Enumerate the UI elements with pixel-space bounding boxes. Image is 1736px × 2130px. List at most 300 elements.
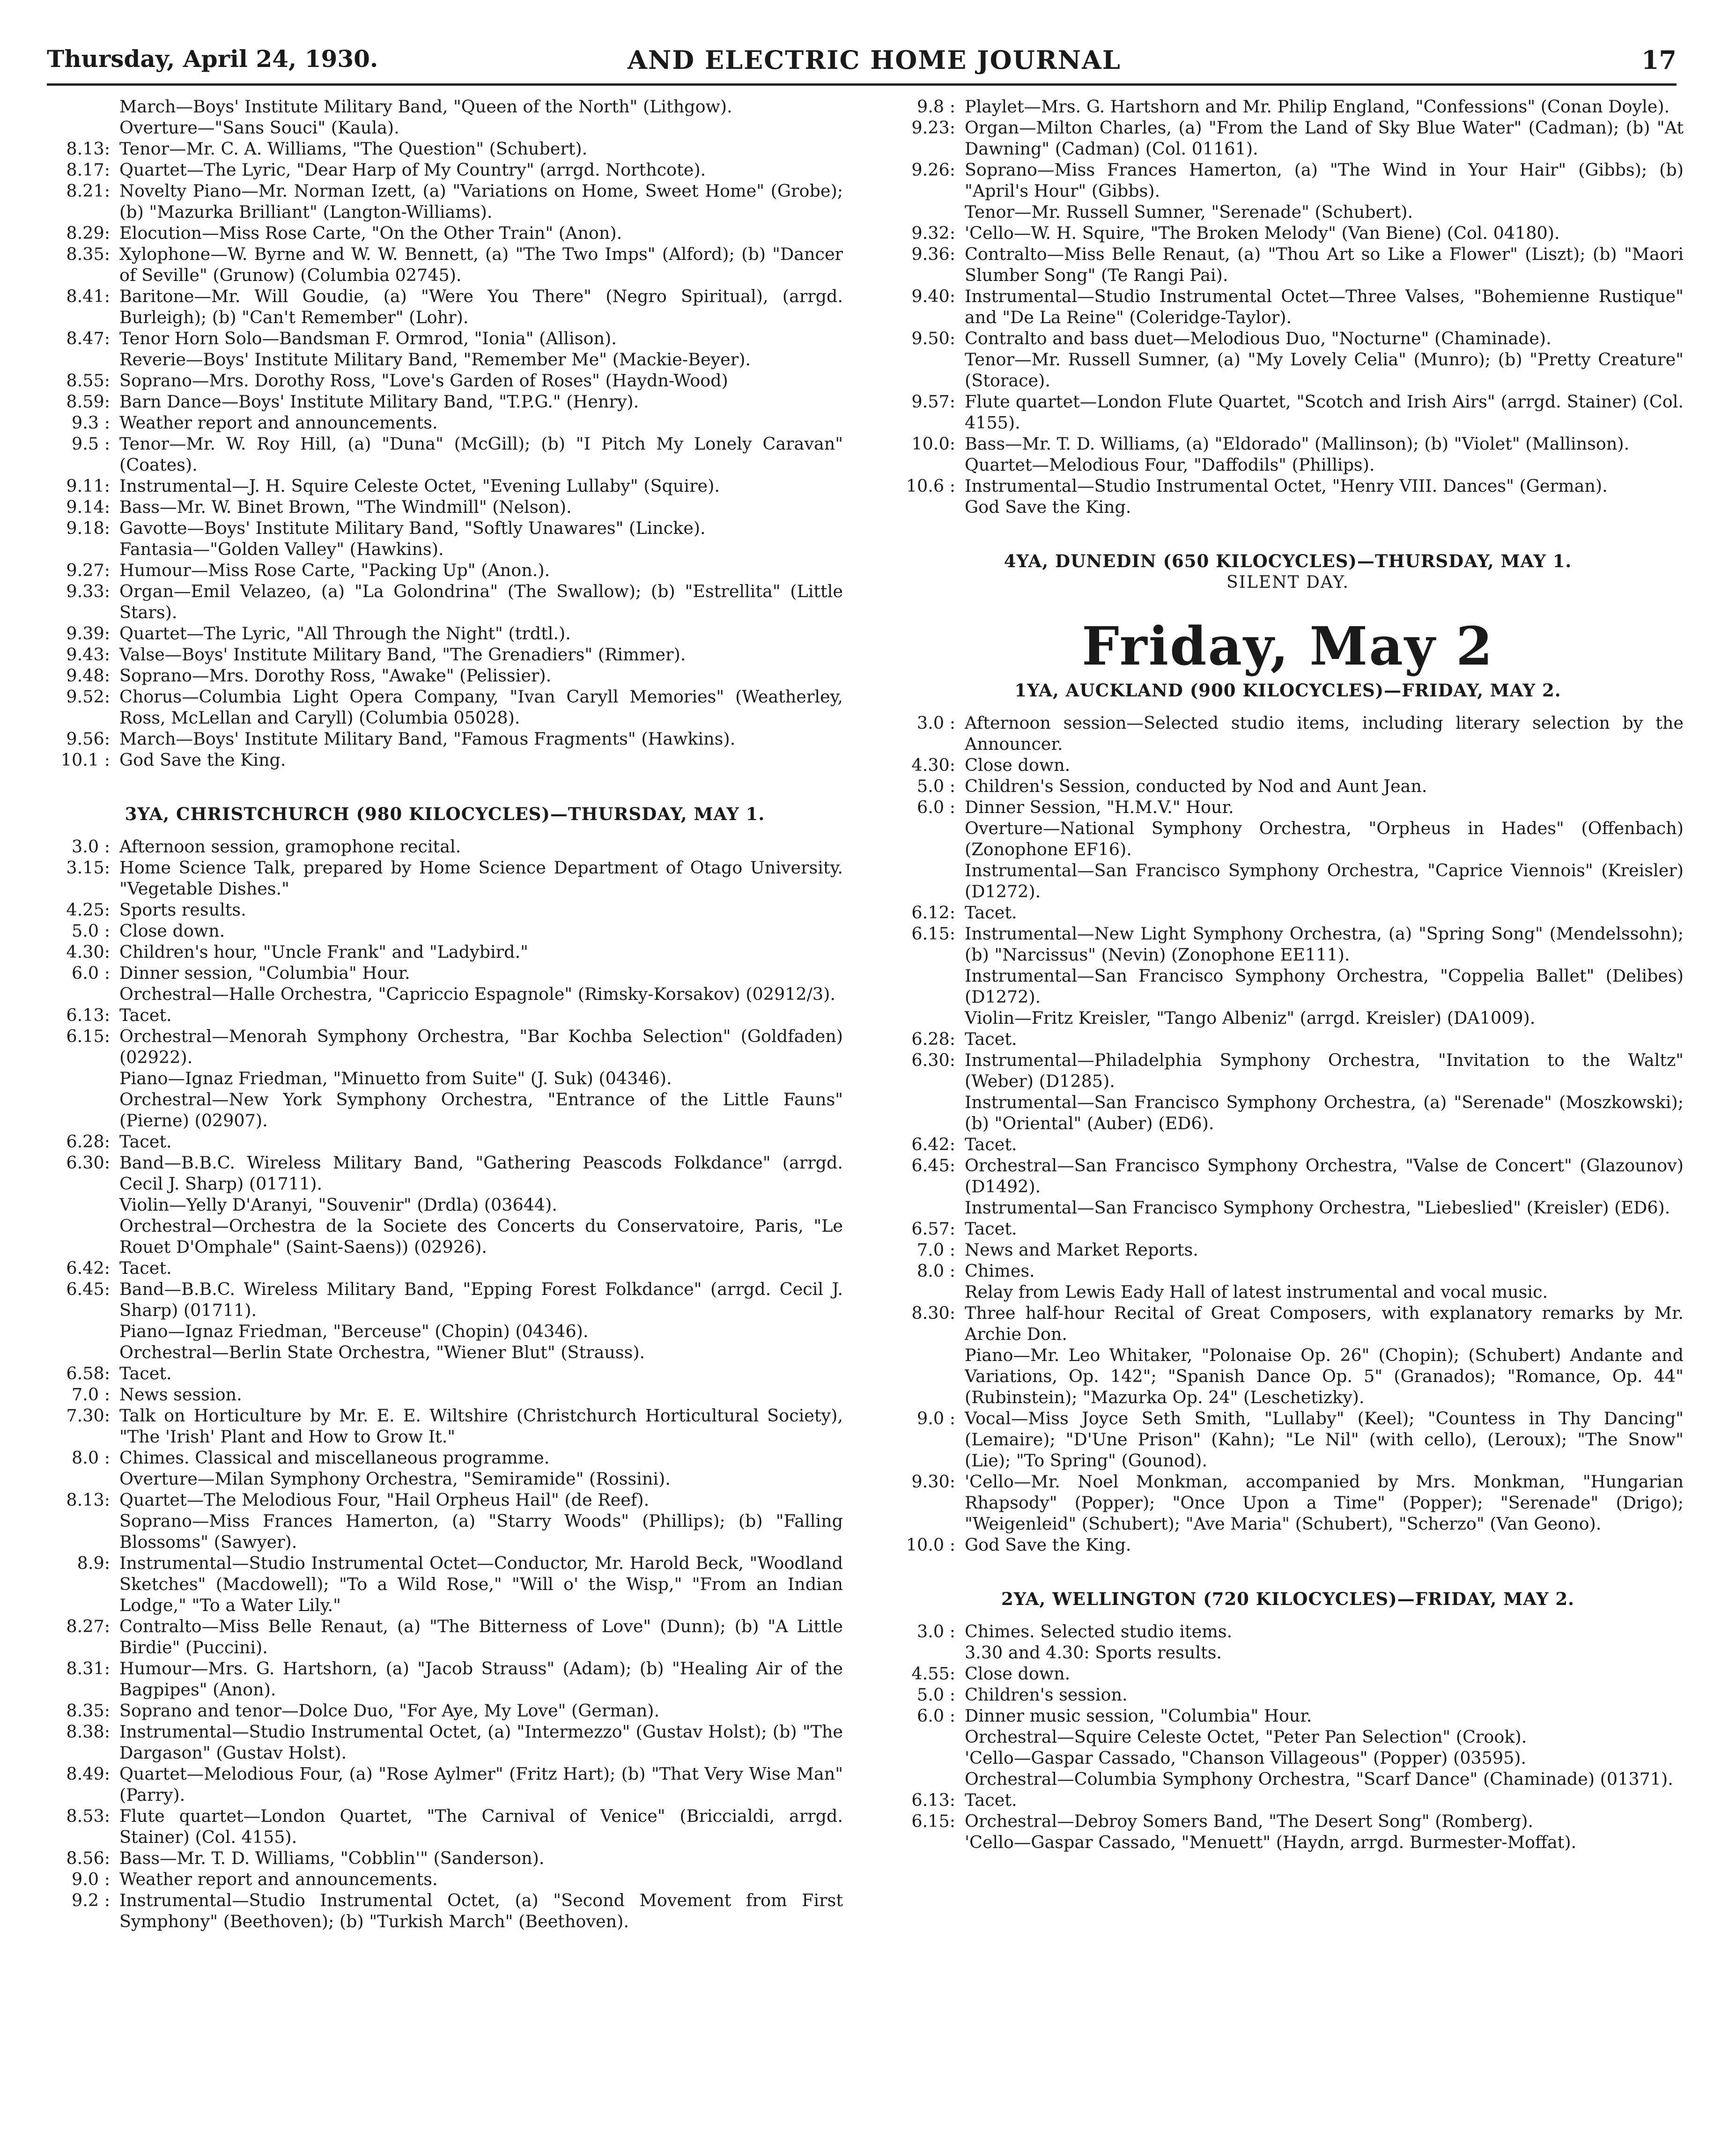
- programme-entry: [892, 1747, 1684, 1768]
- entry-time: 3.0 :: [72, 836, 110, 857]
- entry-time: 9.3 :: [72, 413, 110, 433]
- programme-entry: [892, 1642, 1684, 1663]
- programme-entry: [47, 1363, 843, 1384]
- entry-text: God Save the King.: [119, 750, 286, 770]
- entry-time: 9.43:: [66, 644, 110, 665]
- entry-text: God Save the King.: [965, 497, 1131, 517]
- entry-text: March—Boys' Institute Military Band, "Famous Fragments" (Hawkins).: [119, 729, 736, 749]
- programme-entry: [47, 1026, 843, 1068]
- programme-entry: [47, 286, 843, 328]
- entry-text: Instrumental—San Francisco Symphony Orchestra, "Caprice Viennois" (Kreisler) (D1272).: [965, 860, 1684, 902]
- entry-text: Close down.: [965, 755, 1071, 775]
- programme-entry: [892, 1197, 1684, 1218]
- entry-text: Humour—Miss Rose Carte, "Packing Up" (Anon.).: [119, 560, 550, 580]
- programme-entry: [47, 1616, 843, 1658]
- entry-text: Orchestral—Berlin State Orchestra, "Wiener Blut" (Strauss).: [119, 1342, 645, 1362]
- entry-text: Dinner Session, "H.M.V." Hour.: [965, 797, 1234, 817]
- programme-entry: [47, 1152, 843, 1194]
- entry-text: Tacet.: [965, 902, 1017, 923]
- programme-entry: [47, 941, 843, 962]
- entry-text: Vocal—Miss Joyce Seth Smith, "Lullaby" (Keel); "Countess in Thy Dancing" (Lemaire); "D'Une Prison" (Kahn); "Le Nil" (with cello), (Leroux); "The Snow" (Lie); "To Spring" (Gounod).: [965, 1408, 1684, 1471]
- entry-time: 6.0 :: [72, 963, 110, 983]
- entry-time: 8.56:: [66, 1848, 110, 1868]
- entry-text: Tacet.: [119, 1005, 172, 1025]
- entry-text: Overture—Milan Symphony Orchestra, "Semiramide" (Rossini).: [119, 1469, 671, 1489]
- programme-entry: [892, 1408, 1684, 1471]
- entry-time: [892, 965, 965, 1007]
- entry-text: Instrumental—Studio Instrumental Octet—Conductor, Mr. Harold Beck, "Woodland Sketches" (Macdowell); "To a Wild Rose," "Will o' the Wisp," "From an Indian Lodge," "To a Water Lily.": [119, 1553, 843, 1615]
- programme-entry: [47, 1068, 843, 1089]
- entry-text: Instrumental—Studio Instrumental Octet, "Henry VIII. Dances" (German).: [965, 476, 1608, 496]
- entry-time: 6.42:: [66, 1258, 110, 1278]
- programme-entry: [47, 920, 843, 941]
- entry-text: Band—B.B.C. Wireless Military Band, "Epping Forest Folkdance" (arrgd. Cecil J. Sharp) (01711).: [119, 1279, 843, 1320]
- programme-entry: [892, 433, 1684, 454]
- entry-time: 9.2 :: [72, 1890, 110, 1910]
- entry-time: 9.50:: [911, 328, 955, 348]
- entry-time: 9.23:: [911, 118, 955, 138]
- programme-entry: [47, 1279, 843, 1321]
- station-heading-3ya: 3YA, CHRISTCHURCH (980 KILOCYCLES)—THURSDAY, MAY 1.: [125, 804, 765, 824]
- programme-entry: [47, 728, 843, 749]
- entry-text: Instrumental—San Francisco Symphony Orchestra, (a) "Serenade" (Moszkowski); (b) "Oriental" (Auber) (ED6).: [965, 1092, 1684, 1133]
- programme-entry: [47, 391, 843, 412]
- entry-time: 5.0 :: [917, 776, 955, 796]
- entry-time: 9.18:: [66, 518, 110, 538]
- entry-time: [892, 454, 965, 475]
- entry-text: 'Cello—Gaspar Cassado, "Chanson Villageous" (Popper) (03595).: [965, 1748, 1527, 1768]
- entry-text: Sports results.: [119, 900, 246, 920]
- programme-entry: [892, 1811, 1684, 1832]
- entry-text: Children's hour, "Uncle Frank" and "Ladybird.": [119, 942, 528, 962]
- entry-time: 9.33:: [66, 581, 110, 601]
- programme-entry: [47, 1553, 843, 1616]
- entry-text: Soprano—Miss Frances Hamerton, (a) "The Wind in Your Hair" (Gibbs); (b) "April's Hour" (Gibbs).: [965, 160, 1684, 201]
- programme-entry: [47, 518, 843, 539]
- entry-text: Orchestral—San Francisco Symphony Orchestra, "Valse de Concert" (Glazounov) (D1492).: [965, 1155, 1684, 1197]
- programme-entry: [892, 1534, 1684, 1555]
- programme-list-2ya-continued: [47, 96, 843, 770]
- entry-time: [892, 201, 965, 222]
- entry-text: Tenor Horn Solo—Bandsman F. Ormrod, "Ionia" (Allison).: [119, 328, 617, 348]
- entry-text: Reverie—Boys' Institute Military Band, "Remember Me" (Mackie-Beyer).: [119, 349, 751, 370]
- programme-entry: [47, 349, 843, 370]
- entry-time: 7.0 :: [72, 1384, 110, 1405]
- programme-entry: [47, 370, 843, 391]
- entry-time: 6.45:: [911, 1155, 955, 1176]
- programme-entry: [47, 222, 843, 244]
- entry-text: Gavotte—Boys' Institute Military Band, "Softly Unawares" (Lincke).: [119, 518, 706, 538]
- programme-list-3ya-continued: [892, 96, 1684, 518]
- entry-text: Weather report and announcements.: [119, 1869, 438, 1889]
- programme-entry: [47, 1489, 843, 1510]
- entry-text: News session.: [119, 1384, 242, 1405]
- entry-text: Relay from Lewis Eady Hall of latest instrumental and vocal music.: [965, 1282, 1548, 1302]
- programme-entry: [892, 712, 1684, 754]
- programme-entry: [47, 1763, 843, 1805]
- programme-entry: [47, 836, 843, 857]
- programme-entry: [892, 244, 1684, 286]
- entry-text: Organ—Milton Charles, (a) "From the Land of Sky Blue Water" (Cadman); (b) "At Dawning" (Cadman) (Col. 01161).: [965, 118, 1684, 159]
- programme-entry: [892, 776, 1684, 797]
- entry-time: [892, 1768, 965, 1790]
- entry-time: [47, 1321, 119, 1342]
- programme-entry: [892, 1155, 1684, 1197]
- entry-time: 8.30:: [911, 1303, 955, 1323]
- programme-entry: [892, 797, 1684, 818]
- programme-entry: [892, 1302, 1684, 1345]
- entry-time: 9.48:: [66, 666, 110, 686]
- entry-time: 8.38:: [66, 1722, 110, 1742]
- entry-text: 3.30 and 4.30: Sports results.: [965, 1642, 1222, 1663]
- entry-text: Contralto—Miss Belle Renaut, (a) "The Bitterness of Love" (Dunn); (b) "A Little Birdie" (Puccini).: [119, 1616, 843, 1657]
- programme-entry: [47, 1321, 843, 1342]
- entry-time: [47, 96, 119, 117]
- entry-time: 9.36:: [911, 244, 955, 264]
- entry-time: 9.8 :: [917, 96, 955, 117]
- entry-text: Overture—"Sans Souci" (Kaula).: [119, 118, 399, 138]
- programme-entry: [892, 902, 1684, 923]
- entry-time: [892, 1197, 965, 1218]
- entry-text: 'Cello—W. H. Squire, "The Broken Melody" (Van Biene) (Col. 04180).: [965, 223, 1560, 243]
- entry-time: [47, 984, 119, 1005]
- entry-time: 9.0 :: [917, 1408, 955, 1428]
- entry-time: [892, 1832, 965, 1853]
- programme-entry: [892, 1832, 1684, 1853]
- programme-entry: [47, 644, 843, 665]
- entry-time: 5.0 :: [917, 1685, 955, 1705]
- entry-time: [892, 1747, 965, 1768]
- station-heading-4ya: 4YA, DUNEDIN (650 KILOCYCLES)—THURSDAY, MAY 1.: [1004, 551, 1572, 571]
- programme-entry: [47, 496, 843, 518]
- entry-time: 6.42:: [911, 1134, 955, 1154]
- page-number: 17: [1641, 45, 1677, 75]
- programme-entry: [892, 1050, 1684, 1092]
- entry-time: [892, 1726, 965, 1747]
- programme-entry: [892, 475, 1684, 496]
- entry-text: Chorus—Columbia Light Opera Company, "Ivan Caryll Memories" (Weatherley, Ross, McLellan and Caryll) (Columbia 05028).: [119, 687, 843, 728]
- entry-time: [892, 1281, 965, 1302]
- programme-entry: [47, 1089, 843, 1131]
- entry-time: 8.13:: [66, 139, 110, 159]
- entry-time: 9.0 :: [72, 1869, 110, 1889]
- programme-entry: [47, 984, 843, 1005]
- entry-time: 9.40:: [911, 286, 955, 306]
- entry-text: Valse—Boys' Institute Military Band, "The Grenadiers" (Rimmer).: [119, 644, 686, 665]
- entry-time: 8.0 :: [72, 1448, 110, 1468]
- entry-text: Contralto and bass duet—Melodious Duo, "Nocturne" (Chaminade).: [965, 328, 1551, 348]
- entry-text: Children's Session, conducted by Nod and Aunt Jean.: [965, 776, 1427, 796]
- publication-title: AND ELECTRIC HOME JOURNAL: [628, 45, 1121, 75]
- programme-entry: [47, 1869, 843, 1890]
- programme-entry: [47, 1510, 843, 1553]
- entry-time: 8.59:: [66, 392, 110, 412]
- programme-entry: [47, 1257, 843, 1279]
- entry-time: 8.27:: [66, 1616, 110, 1636]
- entry-time: [892, 496, 965, 518]
- programme-entry: [892, 1260, 1684, 1281]
- entry-time: 9.5 :: [72, 434, 110, 454]
- entry-time: 9.57:: [911, 392, 955, 412]
- programme-entry: [47, 1342, 843, 1363]
- entry-time: 9.30:: [911, 1472, 955, 1492]
- programme-entry: [47, 244, 843, 286]
- entry-time: [892, 818, 965, 860]
- entry-time: [47, 1468, 119, 1489]
- entry-text: Chimes. Selected studio items.: [965, 1621, 1233, 1642]
- entry-text: Close down.: [965, 1664, 1071, 1684]
- entry-text: Band—B.B.C. Wireless Military Band, "Gathering Peascods Folkdance" (arrgd. Cecil J. Sharp) (01711).: [119, 1153, 843, 1194]
- programme-entry: [892, 1705, 1684, 1726]
- programme-entry: [47, 1658, 843, 1700]
- programme-entry: [47, 623, 843, 644]
- entry-text: Quartet—The Melodious Four, "Hail Orpheus Hail" (de Reef).: [119, 1490, 650, 1510]
- programme-entry: [47, 560, 843, 581]
- entry-time: [892, 349, 965, 391]
- programme-entry: [892, 454, 1684, 475]
- entry-text: Orchestral—Menorah Symphony Orchestra, "Bar Kochba Selection" (Goldfaden) (02922).: [119, 1026, 843, 1067]
- programme-entry: [47, 899, 843, 920]
- entry-text: Flute quartet—London Quartet, "The Carnival of Venice" (Briccialdi, arrgd. Stainer) (Col. 4155).: [119, 1806, 843, 1847]
- entry-time: 7.0 :: [917, 1240, 955, 1260]
- entry-text: 'Cello—Mr. Noel Monkman, accompanied by Mrs. Monkman, "Hungarian Rhapsody" (Popper); "Once Upon a Time" (Popper); "Serenade" (Drigo); "Weigenleid" (Schubert); "Ave Maria" (Schubert), "Scherzo" (Van Geono).: [965, 1472, 1684, 1534]
- programme-entry: [47, 1805, 843, 1848]
- entry-time: [47, 1194, 119, 1215]
- entry-text: Tacet.: [119, 1363, 172, 1383]
- programme-entry: [47, 1700, 843, 1721]
- left-column: [47, 96, 843, 1932]
- entry-time: 6.15:: [911, 1811, 955, 1831]
- entry-time: 6.0 :: [917, 1706, 955, 1726]
- entry-text: Dinner session, "Columbia" Hour.: [119, 963, 410, 983]
- entry-text: Soprano—Mrs. Dorothy Ross, "Awake" (Pelissier).: [119, 666, 552, 686]
- entry-time: 6.57:: [911, 1219, 955, 1239]
- entry-text: Instrumental—Philadelphia Symphony Orchestra, "Invitation to the Waltz" (Weber) (D1285).: [965, 1050, 1684, 1091]
- entry-text: Three half-hour Recital of Great Composers, with explanatory remarks by Mr. Archie Don.: [965, 1303, 1684, 1344]
- programme-entry: [47, 857, 843, 899]
- entry-text: Soprano—Miss Frances Hamerton, (a) "Starry Woods" (Phillips); (b) "Falling Blossoms" (Sawyer).: [119, 1511, 843, 1552]
- programme-entry: [47, 159, 843, 180]
- entry-text: Organ—Emil Velazeo, (a) "La Golondrina" (The Swallow); (b) "Estrellita" (Little Stars).: [119, 581, 843, 622]
- entry-text: Weather report and announcements.: [119, 413, 438, 433]
- entry-text: Instrumental—San Francisco Symphony Orchestra, "Liebeslied" (Kreisler) (ED6).: [965, 1198, 1670, 1218]
- programme-entry: [892, 1471, 1684, 1534]
- programme-entry: [892, 328, 1684, 349]
- entry-text: Tacet.: [119, 1132, 172, 1152]
- entry-time: 6.0 :: [917, 797, 955, 817]
- entry-time: [892, 1007, 965, 1028]
- programme-entry: [892, 754, 1684, 776]
- entry-time: 10.1 :: [60, 750, 110, 770]
- entry-text: Children's session.: [965, 1685, 1128, 1705]
- entry-text: Violin—Fritz Kreisler, "Tango Albeniz" (arrgd. Kreisler) (DA1009).: [965, 1008, 1536, 1028]
- entry-time: 6.13:: [66, 1005, 110, 1025]
- entry-text: Tacet.: [965, 1029, 1017, 1049]
- entry-time: 6.15:: [66, 1026, 110, 1046]
- issue-date: Thursday, April 24, 1930.: [47, 45, 378, 73]
- entry-text: Instrumental—New Light Symphony Orchestra, (a) "Spring Song" (Mendelssohn); (b) "Narcissus" (Nevin) (Zonophone EE111).: [965, 924, 1684, 965]
- programme-entry: [892, 117, 1684, 159]
- entry-time: [892, 860, 965, 902]
- programme-entry: [892, 349, 1684, 391]
- entry-time: 9.14:: [66, 497, 110, 517]
- entry-time: 6.12:: [911, 902, 955, 923]
- programme-entry: [892, 1684, 1684, 1705]
- silent-day-label: SILENT DAY.: [1226, 573, 1349, 592]
- entry-text: God Save the King.: [965, 1535, 1131, 1555]
- programme-entry: [47, 412, 843, 433]
- entry-time: 6.15:: [911, 924, 955, 944]
- entry-time: [892, 1092, 965, 1134]
- entry-text: Close down.: [119, 921, 225, 941]
- entry-text: Tenor—Mr. W. Roy Hill, (a) "Duna" (McGill); (b) "I Pitch My Lonely Caravan" (Coates).: [119, 434, 843, 475]
- entry-time: [47, 539, 119, 560]
- entry-time: [892, 1345, 965, 1408]
- entry-time: 8.53:: [66, 1806, 110, 1826]
- entry-text: Chimes. Classical and miscellaneous programme.: [119, 1448, 550, 1468]
- entry-time: 6.28:: [66, 1132, 110, 1152]
- entry-time: 4.30:: [66, 942, 110, 962]
- entry-text: Instrumental—J. H. Squire Celeste Octet, "Evening Lullaby" (Squire).: [119, 476, 720, 496]
- programme-entry: [892, 1790, 1684, 1811]
- programme-entry: [892, 818, 1684, 860]
- entry-text: Soprano—Mrs. Dorothy Ross, "Love's Garden of Roses" (Haydn-Wood): [119, 370, 728, 391]
- entry-text: Instrumental—Studio Instrumental Octet—Three Valses, "Bohemienne Rustique" and "De La Reine" (Coleridge-Taylor).: [965, 286, 1684, 327]
- entry-time: 9.27:: [66, 560, 110, 580]
- entry-time: 3.0 :: [917, 713, 955, 733]
- entry-time: 4.25:: [66, 900, 110, 920]
- entry-text: Novelty Piano—Mr. Norman Izett, (a) "Variations on Home, Sweet Home" (Grobe); (b) "Mazurka Brilliant" (Langton-Williams).: [119, 181, 843, 222]
- programme-entry: [892, 1007, 1684, 1028]
- programme-entry: [47, 1447, 843, 1468]
- entry-time: 4.55:: [911, 1664, 955, 1684]
- entry-time: 8.35:: [66, 244, 110, 264]
- entry-time: 6.28:: [911, 1029, 955, 1049]
- programme-entry: [47, 475, 843, 496]
- entry-text: Afternoon session—Selected studio items, including literary selection by the Announcer.: [965, 713, 1684, 754]
- entry-text: Humour—Mrs. G. Hartshorn, (a) "Jacob Strauss" (Adam); (b) "Healing Air of the Bagpipes" (Anon).: [119, 1658, 843, 1700]
- programme-entry: [47, 665, 843, 686]
- entry-text: Baritone—Mr. Will Goudie, (a) "Were You There" (Negro Spiritual), (arrgd. Burleigh); (b) "Can't Remember" (Lohr).: [119, 286, 843, 327]
- programme-entry: [892, 96, 1684, 117]
- entry-time: 8.9:: [77, 1553, 110, 1573]
- entry-text: Orchestral—Debroy Somers Band, "The Desert Song" (Romberg).: [965, 1811, 1534, 1831]
- programme-entry: [47, 1194, 843, 1215]
- entry-text: Quartet—Melodious Four, (a) "Rose Aylmer" (Fritz Hart); (b) "That Very Wise Man" (Parry).: [119, 1764, 843, 1805]
- entry-text: Fantasia—"Golden Valley" (Hawkins).: [119, 539, 444, 559]
- programme-entry: [47, 686, 843, 728]
- entry-time: 8.35:: [66, 1701, 110, 1721]
- entry-time: 8.55:: [66, 370, 110, 391]
- entry-text: Tacet.: [965, 1219, 1017, 1239]
- programme-entry: [892, 1663, 1684, 1684]
- programme-entry: [892, 1092, 1684, 1134]
- entry-time: 5.0 :: [72, 921, 110, 941]
- entry-text: Instrumental—San Francisco Symphony Orchestra, "Coppelia Ballet" (Delibes) (D1272).: [965, 966, 1684, 1007]
- entry-text: Dinner music session, "Columbia" Hour.: [965, 1706, 1312, 1726]
- entry-text: Flute quartet—London Flute Quartet, "Scotch and Irish Airs" (arrgd. Stainer) (Col. 4155).: [965, 392, 1684, 433]
- entry-time: [47, 117, 119, 138]
- entry-time: 8.31:: [66, 1658, 110, 1679]
- programme-entry: [47, 138, 843, 159]
- entry-text: Home Science Talk, prepared by Home Science Department of Otago University. "Vegetable Dishes.": [119, 858, 843, 899]
- entry-time: 9.11:: [66, 476, 110, 496]
- entry-text: Talk on Horticulture by Mr. E. E. Wiltshire (Christchurch Horticultural Society), "The 'Irish' Plant and How to Grow It.": [119, 1405, 843, 1447]
- entry-text: Xylophone—W. Byrne and W. W. Bennett, (a) "The Two Imps" (Alford); (b) "Dancer of Seville" (Grunow) (Columbia 02745).: [119, 244, 843, 285]
- entry-text: Bass—Mr. T. D. Williams, (a) "Eldorado" (Mallinson); (b) "Violet" (Mallinson).: [965, 434, 1630, 454]
- programme-entry: [47, 749, 843, 770]
- entry-time: 3.0 :: [917, 1621, 955, 1642]
- programme-entry: [47, 1131, 843, 1152]
- programme-entry: [892, 222, 1684, 244]
- programme-entry: [47, 117, 843, 138]
- entry-time: 9.32:: [911, 223, 955, 243]
- entry-text: Orchestral—Orchestra de la Societe des Concerts du Conservatoire, Paris, "Le Rouet D'Omphale" (Saint-Saens)) (02926).: [119, 1216, 843, 1257]
- entry-text: Bass—Mr. W. Binet Brown, "The Windmill" (Nelson).: [119, 497, 572, 517]
- programme-entry: [892, 1621, 1684, 1642]
- entry-time: [47, 1342, 119, 1363]
- entry-time: 8.47:: [66, 328, 110, 348]
- programme-entry: [47, 1468, 843, 1489]
- entry-text: Piano—Ignaz Friedman, "Minuetto from Suite" (J. Suk) (04346).: [119, 1068, 672, 1088]
- entry-text: Chimes.: [965, 1261, 1035, 1281]
- entry-time: 8.21:: [66, 181, 110, 201]
- programme-entry: [47, 581, 843, 623]
- station-heading-1ya: 1YA, AUCKLAND (900 KILOCYCLES)—FRIDAY, MAY 2.: [1014, 680, 1561, 701]
- programme-entry: [892, 391, 1684, 433]
- programme-entry: [892, 159, 1684, 201]
- entry-time: 9.26:: [911, 160, 955, 180]
- entry-time: 10.6 :: [906, 476, 955, 496]
- entry-time: 6.45:: [66, 1279, 110, 1299]
- entry-time: 9.52:: [66, 687, 110, 707]
- programme-entry: [892, 1345, 1684, 1408]
- entry-time: [47, 349, 119, 370]
- entry-text: Tenor—Mr. Russell Sumner, (a) "My Lovely Celia" (Munro); (b) "Pretty Creature" (Storace).: [965, 349, 1684, 391]
- programme-entry: [47, 1890, 843, 1932]
- entry-text: Playlet—Mrs. G. Hartshorn and Mr. Philip England, "Confessions" (Conan Doyle).: [965, 96, 1670, 117]
- entry-time: 6.13:: [911, 1790, 955, 1810]
- programme-entry: [892, 1726, 1684, 1747]
- entry-time: 6.58:: [66, 1363, 110, 1383]
- programme-entry: [47, 1405, 843, 1447]
- entry-time: 9.39:: [66, 623, 110, 643]
- entry-text: Tenor—Mr. C. A. Williams, "The Question" (Schubert).: [119, 139, 588, 159]
- entry-time: 8.41:: [66, 286, 110, 306]
- programme-entry: [47, 962, 843, 984]
- entry-text: News and Market Reports.: [965, 1240, 1198, 1260]
- entry-text: Barn Dance—Boys' Institute Military Band, "T.P.G." (Henry).: [119, 392, 639, 412]
- entry-time: [47, 1089, 119, 1131]
- entry-time: 6.30:: [66, 1153, 110, 1173]
- entry-text: Contralto—Miss Belle Renaut, (a) "Thou Art so Like a Flower" (Liszt); (b) "Maori Slumber Song" (Te Rangi Pai).: [965, 244, 1684, 285]
- programme-entry: [892, 1281, 1684, 1302]
- entry-time: 7.30:: [66, 1405, 110, 1426]
- header-rule: [47, 83, 1677, 86]
- entry-text: Piano—Ignaz Friedman, "Berceuse" (Chopin) (04346).: [119, 1321, 589, 1341]
- entry-text: Instrumental—Studio Instrumental Octet, (a) "Second Movement from First Symphony" (Beethoven); (b) "Turkish March" (Beethoven).: [119, 1890, 843, 1931]
- entry-time: 8.29:: [66, 223, 110, 243]
- entry-text: 'Cello—Gaspar Cassado, "Menuett" (Haydn, arrgd. Burmester-Moffat).: [965, 1832, 1577, 1852]
- entry-time: 8.13:: [66, 1490, 110, 1510]
- programme-list-2ya: [892, 1621, 1684, 1853]
- entry-text: Piano—Mr. Leo Whitaker, "Polonaise Op. 26" (Chopin); (Schubert) Andante and Variations, Op. 142"; "Spanish Dance Op. 5" (Granados); "Romance, Op. 44" (Rubinstein); "Mazurka Op. 24" (Leschetizky).: [965, 1345, 1684, 1407]
- programme-list-3ya: [47, 836, 843, 1932]
- page-header: [47, 45, 1677, 87]
- programme-entry: [47, 1384, 843, 1405]
- programme-entry: [892, 496, 1684, 518]
- entry-text: Orchestral—New York Symphony Orchestra, "Entrance of the Little Fauns" (Pierne) (02907).: [119, 1089, 843, 1131]
